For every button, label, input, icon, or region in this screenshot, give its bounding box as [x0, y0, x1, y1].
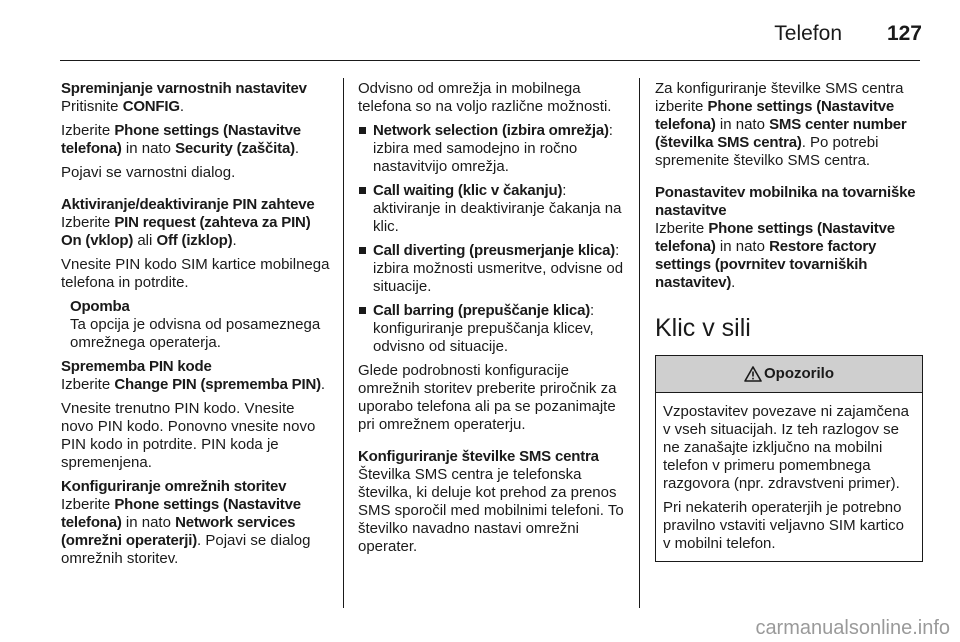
paragraph: Izberite Phone settings (Nastavitve telefona) in nato Restore factory settings (povrnitev tovarniških nastavitev). [655, 220, 895, 291]
warning-text: Pri nekaterih operaterjih je potrebno pravilno vstaviti veljavno SIM kartico v mobilni telefon. [663, 499, 904, 552]
watermark: carmanualsonline.info [755, 617, 950, 639]
warning-header [656, 356, 922, 393]
section-heading-factory-reset: Ponastavitev mobilnika na tovarniške nastavitve [655, 184, 916, 219]
note [61, 298, 331, 352]
page-header [0, 0, 960, 62]
paragraph: Za konfiguriranje številke SMS centra izberite Phone settings (Nastavitve telefona) in nato SMS center number (številka SMS centra). Po potrebi spremenite številko SMS centra. [655, 80, 907, 169]
bullet-list [358, 122, 628, 356]
section-heading-change-pin: Sprememba PIN kode [61, 358, 212, 375]
column-3 [655, 80, 923, 562]
section-heading-network-services: Konfiguriranje omrežnih storitev [61, 478, 287, 495]
warning-title: Opozorilo [764, 365, 834, 382]
note-title: Opomba [70, 298, 130, 315]
warning-triangle-icon [744, 366, 762, 382]
column-divider-2 [639, 78, 640, 608]
note-text: Ta opcija je odvisna od posameznega omrežnega operaterja. [70, 316, 321, 351]
page-number: 127 [886, 22, 922, 45]
section-heading-security: Spreminjanje varnostnih nastavitev [61, 80, 307, 97]
warning-body [656, 393, 922, 561]
column-2 [358, 80, 628, 556]
emergency-call-heading: Klic v sili [655, 314, 751, 342]
paragraph: Izberite PIN request (zahteva za PIN) On (vklop) ali Off (izklop). [61, 214, 311, 249]
list-item: Call barring (prepuščanje klica): konfiguriranje prepuščanja klicev, odvisno od situacije. [358, 302, 628, 356]
column-1 [61, 80, 331, 568]
header-rule [60, 60, 920, 61]
list-item: Network selection (izbira omrežja): izbira med samodejno in ročno nastavitvijo omrežja. [358, 122, 628, 176]
warning-text: Vzpostavitev povezave ni zajamčena v vseh situacijah. Iz teh razlogov se ne zanašajte izključno na mobilni telefon v primeru pomembnega razgovora (npr. zdravstveni primer). [663, 403, 909, 492]
paragraph: Izberite Phone settings (Nastavitve telefona) in nato Security (zaščita). [61, 122, 301, 157]
paragraph: Odvisno od omrežja in mobilnega telefona so na voljo različne možnosti. [358, 80, 612, 115]
list-item: Call waiting (klic v čakanju): aktiviranje in deaktiviranje čakanja na klic. [358, 182, 628, 236]
paragraph: Številka SMS centra je telefonska številka, ki deluje kot prehod za prenos SMS sporočil med mobilnimi telefoni. To številko navadno nastavi omrežni operater. [358, 466, 624, 555]
section-heading-pin-request: Aktiviranje/deaktiviranje PIN zahteve [61, 196, 315, 213]
warning-box [655, 355, 923, 562]
paragraph: Vnesite trenutno PIN kodo. Vnesite novo PIN kodo. Ponovno vnesite novo PIN kodo in potrdite. PIN koda je spremenjena. [61, 400, 316, 471]
column-divider-1 [343, 78, 344, 608]
paragraph: Pritisnite CONFIG. [61, 98, 184, 115]
section-heading-sms-center: Konfiguriranje številke SMS centra [358, 448, 599, 465]
paragraph: Pojavi se varnostni dialog. [61, 164, 236, 181]
paragraph: Glede podrobnosti konfiguracije omrežnih storitev preberite priročnik za uporabo telefona ali pa se pozanimajte pri omrežnem operaterju. [358, 362, 617, 433]
paragraph: Vnesite PIN kodo SIM kartice mobilnega telefona in potrdite. [61, 256, 330, 291]
page-title: Telefon [774, 22, 842, 45]
list-item: Call diverting (preusmerjanje klica): izbira možnosti usmeritve, odvisne od situacije. [358, 242, 628, 296]
paragraph: Izberite Phone settings (Nastavitve telefona) in nato Network services (omrežni operaterji). Pojavi se dialog omrežnih storitev. [61, 496, 311, 567]
paragraph: Izberite Change PIN (sprememba PIN). [61, 376, 326, 393]
